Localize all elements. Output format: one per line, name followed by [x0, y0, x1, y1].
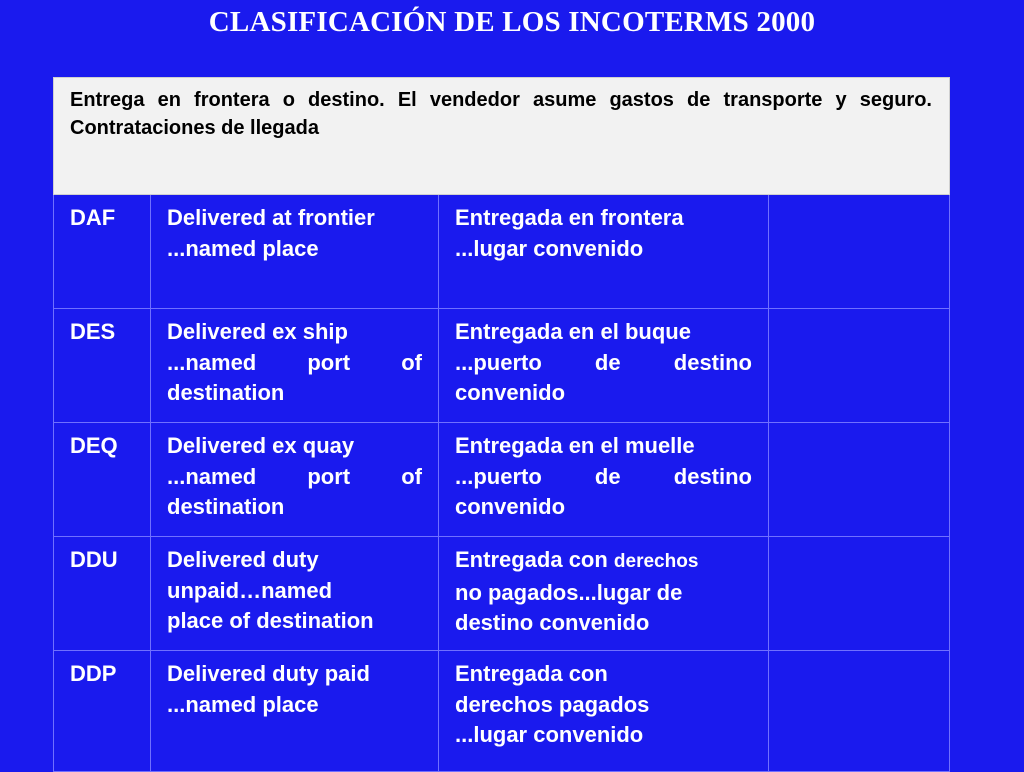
incoterm-code: DEQ: [70, 433, 118, 458]
incoterm-code-cell: [54, 309, 151, 423]
intro-cell: [54, 78, 950, 195]
english-term-cell: [151, 195, 439, 309]
incoterm-code: DAF: [70, 205, 116, 230]
spanish-term-line: derechos pagados: [455, 691, 650, 717]
spanish-term-line: Entregada con: [455, 661, 608, 686]
table-row: [54, 309, 950, 423]
slide-title: CLASIFICACIÓN DE LOS INCOTERMS 2000: [208, 6, 816, 38]
spanish-term-line: ...puerto de destino: [455, 349, 752, 375]
spanish-term-line: Entregada en el buque: [455, 319, 691, 344]
table-row: [54, 195, 950, 309]
english-term-cell: [151, 537, 439, 651]
english-term-cell: [151, 651, 439, 772]
table-row: [54, 423, 950, 537]
incoterm-code: DES: [70, 319, 116, 344]
english-term-line: Delivered duty paid: [167, 661, 370, 686]
spanish-term-line: convenido: [455, 494, 566, 519]
spanish-term-line: Entregada en frontera: [455, 205, 684, 230]
spanish-term-line: ...lugar convenido: [455, 722, 644, 747]
english-term-line: ...named port of: [167, 463, 422, 489]
intro-row: [54, 78, 950, 195]
english-term-line: Delivered ex ship: [167, 319, 348, 344]
spanish-term-line: ...lugar convenido: [455, 235, 644, 261]
english-term-line: ...named place: [167, 691, 319, 717]
spanish-term-line: convenido: [455, 380, 566, 405]
english-term-line: ...named place: [167, 235, 319, 261]
incoterm-code-cell: [54, 195, 151, 309]
incoterm-code-cell: [54, 537, 151, 651]
spanish-term-fragment: derechos: [613, 551, 699, 572]
spanish-term-line: ...puerto de destino: [455, 463, 752, 489]
notes-cell: [769, 537, 950, 651]
spanish-term-cell: [439, 537, 769, 651]
notes-cell: [769, 651, 950, 772]
english-term-cell: [151, 309, 439, 423]
english-term-line: ...named port of: [167, 349, 422, 375]
incoterm-code-cell: [54, 651, 151, 772]
english-term-line: unpaid…named: [167, 577, 333, 603]
notes-cell: [769, 195, 950, 309]
spanish-term-cell: [439, 309, 769, 423]
english-term-line: Delivered at frontier: [167, 205, 375, 230]
spanish-term-cell: [439, 651, 769, 772]
english-term-line: Delivered duty: [167, 547, 319, 572]
notes-cell: [769, 423, 950, 537]
spanish-term-line: Entregada en el muelle: [455, 433, 695, 458]
english-term-line: destination: [167, 494, 285, 519]
english-term-line: place of destination: [167, 608, 374, 633]
spanish-term-line: no pagados...lugar de: [455, 579, 683, 605]
english-term-line: Delivered ex quay: [167, 433, 355, 458]
notes-cell: [769, 309, 950, 423]
english-term-cell: [151, 423, 439, 537]
table-row: [54, 651, 950, 772]
spanish-term-cell: [439, 423, 769, 537]
spanish-term-cell: [439, 195, 769, 309]
incoterm-code: DDU: [70, 547, 118, 572]
spanish-term-fragment: Entregada con: [455, 547, 614, 572]
spanish-term-line: destino convenido: [455, 610, 650, 635]
intro-text: Entrega en frontera o destino. El vendedor asume gastos de transporte y seguro. Contrataciones de llegada: [70, 89, 932, 139]
spanish-term-line: [455, 545, 752, 578]
incoterm-code-cell: [54, 423, 151, 537]
incoterms-table: [53, 77, 950, 772]
english-term-line: destination: [167, 380, 285, 405]
incoterm-code: DDP: [70, 661, 117, 686]
table-row: [54, 537, 950, 651]
